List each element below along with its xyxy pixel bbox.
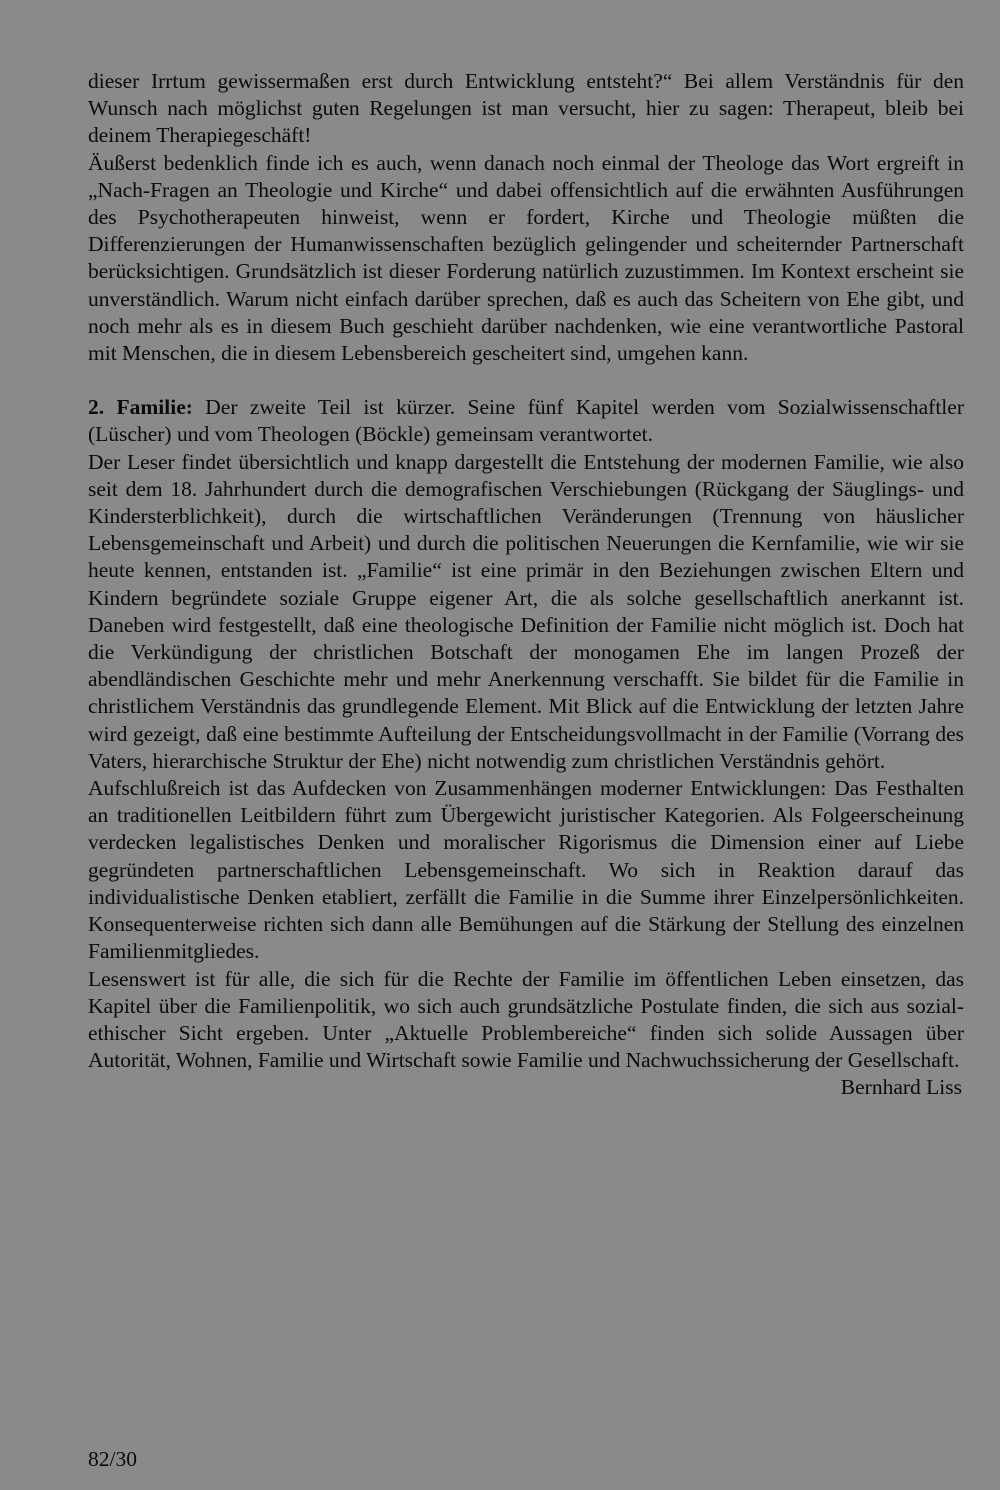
paragraph: Äußerst bedenklich finde ich es auch, wenn danach noch einmal der Theologe das Wort ergreift in „Nach-Fragen an Theologie und Kirche“ und dabei offensichtlich auf die erwähnten Ausführungen des Psychotherapeuten hinweist, wenn er fordert, Kirche und Theologie müßten die Differenzierungen der Humanwissenschaften bezüglich gelingender und scheiternder Partnerschaft berücksichtigen. Grundsätzlich ist dieser Forderung natürlich zuzustimmen. Im Kontext erscheint sie unverständlich. Warum nicht einfach darüber sprechen, daß es auch das Scheitern von Ehe gibt, und noch mehr als es in diesem Buch geschieht darüber nachdenken, wie eine verantwortliche Pastoral mit Menschen, die in diesem Lebensbereich gescheitert sind, umgehen kann.: [88, 150, 964, 366]
section-heading: 2. Familie:: [88, 395, 193, 420]
page-number: 82/30: [88, 1447, 137, 1471]
author-signature: Bernhard Liss: [840, 1075, 962, 1100]
section-intro-text: Der zweite Teil ist kürzer. Seine fünf Kapitel werden vom Sozialwissenschaftler (Lüscher) und vom Theologen (Böckle) gemeinsam verantwortet.: [88, 395, 964, 447]
section-intro-paragraph: [88, 394, 964, 448]
paragraph: Lesenswert ist für alle, die sich für die Rechte der Familie im öffentlichen Leben einsetzen, das Kapitel über die Familienpolitik, wo sich auch grundsätzliche Postulate finden, die sich aus sozial-ethischer Sicht ergeben. Unter „Aktuelle Problembereiche“ finden sich solide Aussagen über Autorität, Wohnen, Familie und Wirtschaft sowie Familie und Nachwuchssicherung der Gesellschaft.: [88, 966, 964, 1073]
document-body: [88, 68, 964, 1102]
paragraph: Aufschlußreich ist das Aufdecken von Zusammenhängen moderner Entwicklungen: Das Festhalten an traditionellen Leitbildern führt zum Übergewicht juristischer Kategorien. Als Folgeerscheinung verdecken legalistisches Denken und moralischer Rigorismus die Dimension einer auf Liebe gegründeten partnerschaftlichen Lebensgemeinschaft. Wo sich in Reaktion darauf das individualistische Denken etabliert, zerfällt die Familie in die Summe ihrer Einzelpersönlichkeiten. Konsequenterweise richten sich dann alle Bemühungen auf die Stärkung der Stellung des einzelnen Familienmitgliedes.: [88, 776, 964, 964]
paragraph: Der Leser findet übersichtlich und knapp dargestellt die Entstehung der modernen Familie, wie also seit dem 18. Jahrhundert durch die demografischen Verschiebungen (Rückgang der Säuglings- und Kindersterblichkeit), durch die wirtschaftlichen Veränderungen (Trennung von häuslicher Lebensgemeinschaft und Arbeit) und durch die politischen Neuerungen die Kernfamilie, wie wir sie heute kennen, entstanden ist. „Familie“ ist eine primär in den Beziehungen zwischen Eltern und Kindern begründete soziale Gruppe eigener Art, die als solche gesellschaftlich anerkannt ist. Daneben wird festgestellt, daß eine theologische Definition der Familie nicht möglich ist. Doch hat die Verkündigung der christlichen Botschaft der monogamen Ehe im langen Prozeß der abendländischen Geschichte mehr und mehr Anerkennung verschafft. Sie bildet für die Familie in christlichem Verständnis das grundlegende Element. Mit Blick auf die Entwicklung der letzten Jahre wird gezeigt, daß eine bestimmte Aufteilung der Entscheidungsvollmacht in der Familie (Vorrang des Vaters, hierarchische Struktur der Ehe) nicht notwendig zum christlichen Verständnis gehört.: [88, 449, 964, 773]
paragraph: dieser Irrtum gewissermaßen erst durch Entwicklung entsteht?“ Bei allem Verständnis für den Wunsch nach möglichst guten Regelungen ist man versucht, hier zu sagen: Therapeut, bleib bei deinem Therapiegeschäft!: [88, 69, 964, 148]
section-gap: [88, 367, 964, 394]
